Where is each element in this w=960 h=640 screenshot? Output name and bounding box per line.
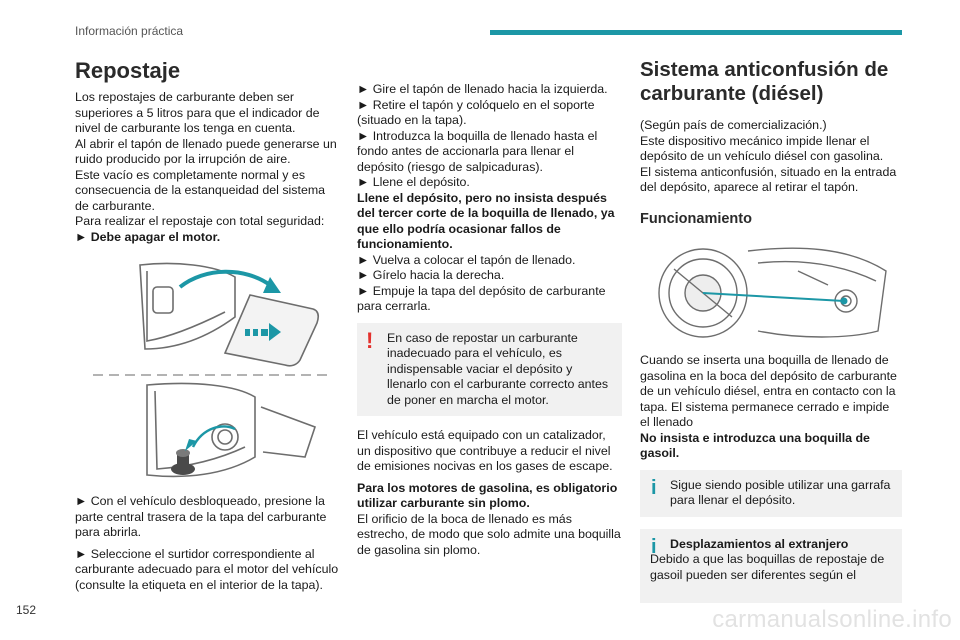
paragraph: Los repostajes de carburante deben ser superiores a 5 litros para que el indicador de nivel de carburante los tenga en cuenta. xyxy=(75,90,320,135)
callout-dot xyxy=(841,298,848,305)
warning-text: En caso de repostar un carburante inadecuado para el vehículo, es indispensable vaciar el depósito y llenarlo con el carburante correcto antes de poner en marcha el motor. xyxy=(387,330,609,407)
section-title-sistema: Sistema anticonfusión de carburante (diésel) xyxy=(640,58,889,105)
info-icon: i xyxy=(651,535,657,558)
step: ► Llene el depósito. xyxy=(357,175,470,189)
step: ► Seleccione el surtidor correspondiente al carburante adecuado para el motor del vehículo (consulte la etiqueta en el interior de la tapa). xyxy=(75,546,339,592)
step: ► Retire el tapón y colóquelo en el soporte (situado en la tapa). xyxy=(357,97,595,127)
open-arrow-head xyxy=(263,277,281,293)
paragraph: El orificio de la boca de llenado es más estrecho, de modo que solo admite una boquilla de gasolina sin plomo. xyxy=(357,511,621,557)
info-box xyxy=(640,470,902,517)
fuel-cap xyxy=(171,449,195,475)
step: ► Con el vehículo desbloqueado, presione la parte central trasera de la tapa del carburante para abrirla. xyxy=(75,494,327,539)
callout-line xyxy=(703,293,844,301)
paragraph: Este dispositivo mecánico impide llenar el depósito de un vehículo diésel con gasolina. xyxy=(640,133,884,163)
gasoline-notice: Para los motores de gasolina, es obligatorio utilizar carburante sin plomo. xyxy=(357,480,618,510)
paragraph: El vehículo está equipado con un catalizador, un dispositivo que contribuye a reducir el nivel de emisiones nocivas en los gases de escape. xyxy=(357,428,613,473)
step: ► Vuelva a colocar el tapón de llenado. xyxy=(357,252,576,267)
fuel-flap-open-diagram xyxy=(140,264,318,366)
info-text: Sigue siendo posible utilizar una garrafa para llenar el depósito. xyxy=(670,477,891,507)
info-icon: i xyxy=(651,476,657,499)
subtitle-funcionamiento: Funcionamiento xyxy=(640,210,752,227)
filler-neck-closeup xyxy=(659,248,886,337)
paragraph: Para realizar el repostaje con total seguridad: xyxy=(75,214,325,228)
paragraph: Al abrir el tapón de llenado puede generarse un ruido producido por la irrupción de aire. xyxy=(75,136,337,166)
step: ► Introduzca la boquilla de llenado hasta el fondo antes de accionarla para llenar el depósito (riesgo de salpicaduras). xyxy=(357,128,598,174)
fuel-cap-diagram xyxy=(147,384,315,477)
function-notice: No insista e introduzca una boquilla de gasoil. xyxy=(640,430,870,460)
bold-warning: Llene el depósito, pero no insista después del tercer corte de la boquilla de llenado, ya que ello podría ocasionar fallos de funcionamiento. xyxy=(357,190,615,251)
open-arrow xyxy=(180,272,270,287)
header-section-title: Información práctica xyxy=(75,24,184,38)
step: ► Gire el tapón de llenado hacia la izquierda. xyxy=(357,82,608,96)
info-text: Debido a que las boquillas de repostaje de gasoil pueden ser diferentes según el xyxy=(650,552,885,582)
paragraph: El sistema anticonfusión, situado en la entrada del depósito, aparece al retirar el tapón. xyxy=(640,164,897,194)
paragraph: Este vacío es completamente normal y es consecuencia de la estanqueidad del sistema de carburante. xyxy=(75,167,326,213)
paragraph: (Según país de comercialización.) xyxy=(640,118,827,132)
column-anticonfusion xyxy=(640,58,902,603)
page-number: 152 xyxy=(16,603,37,617)
info-title: Desplazamientos al extranjero xyxy=(670,536,849,551)
misfuel-device-illustration xyxy=(648,241,898,341)
info-box-travel xyxy=(640,529,902,603)
watermark: carmanualsonline.info xyxy=(712,606,952,633)
warning-box xyxy=(357,323,622,417)
step-bold: ► Debe apagar el motor. xyxy=(75,229,221,244)
step: ► Gírelo hacia la derecha. xyxy=(357,268,505,282)
column-repostaje-cont xyxy=(357,82,622,558)
column-repostaje xyxy=(75,58,340,593)
header-accent-bar xyxy=(490,30,902,35)
warning-icon: ! xyxy=(366,327,374,353)
step: ► Empuje la tapa del depósito de carburante para cerrarla. xyxy=(357,283,606,313)
section-title-repostaje: Repostaje xyxy=(75,58,181,83)
fuel-flap-illustration xyxy=(85,257,335,482)
paragraph: Cuando se inserta una boquilla de llenado de gasolina en la boca del depósito de carburante de un vehículo diésel, entra en contacto con la tapa. El sistema permanece cerrado e impide el llenado xyxy=(640,353,897,429)
